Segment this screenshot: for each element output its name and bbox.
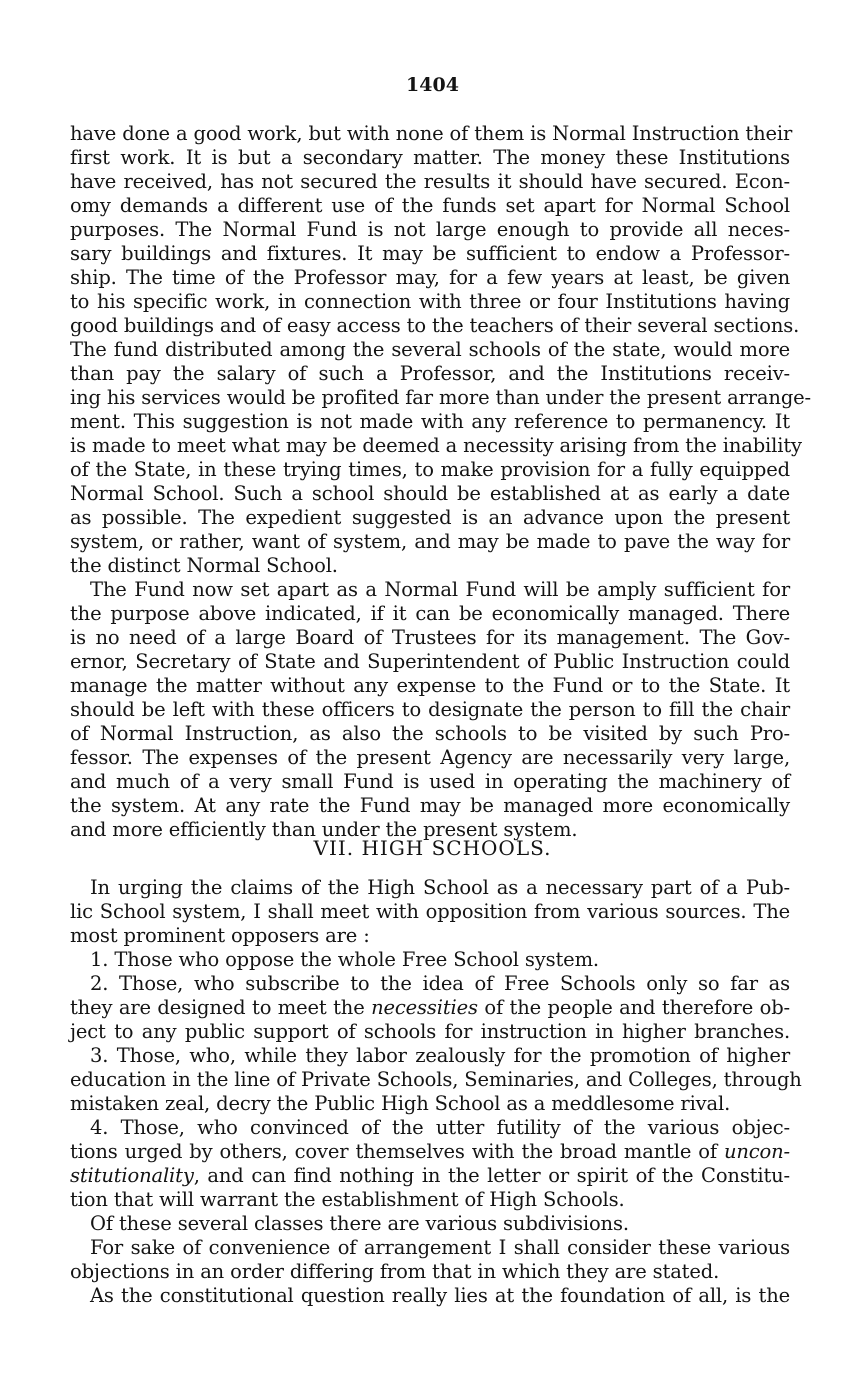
text-line: good buildings and of easy access to the teachers of their several sections.: [70, 314, 800, 337]
text-line: education in the line of Private Schools, Seminaries, and Colleges, through: [70, 1068, 802, 1091]
section-heading: VII. HIGH SCHOOLS.: [313, 836, 552, 860]
text-run: , and can find nothing in the letter or spirit of the Constitu-: [193, 1164, 790, 1187]
text-line: [70, 996, 790, 1020]
italic-text: uncon-: [723, 1140, 790, 1163]
text-line: manage the matter without any expense to the Fund or to the State. It: [70, 674, 790, 697]
text-line: For sake of convenience of arrangement I shall consider these various: [90, 1236, 790, 1259]
text-line: is no need of a large Board of Trustees for its management. The Gov-: [70, 626, 790, 649]
text-line: [70, 1164, 790, 1188]
text-line: ment. This suggestion is not made with any reference to permanency. It: [70, 410, 790, 433]
page-number: 1404: [406, 74, 459, 96]
text-line: In urging the claims of the High School as a necessary part of a Pub-: [90, 876, 790, 899]
text-line: objections in an order differing from that in which they are stated.: [70, 1260, 720, 1283]
text-line: As the constitutional question really lies at the foundation of all, is the: [90, 1284, 790, 1307]
text-line: Normal School. Such a school should be established at as early a date: [70, 482, 790, 505]
text-line: the system. At any rate the Fund may be managed more economically: [70, 794, 790, 817]
text-line: and more efficiently than under the present system.: [70, 818, 578, 841]
italic-text: necessities: [371, 996, 478, 1019]
text-run: tions urged by others, cover themselves with the broad mantle of: [70, 1140, 724, 1163]
text-line: The Fund now set apart as a Normal Fund will be amply sufficient for: [90, 578, 790, 601]
text-line: is made to meet what may be deemed a necessity arising from the inability: [70, 434, 802, 457]
text-line: of Normal Instruction, as also the schools to be visited by such Pro-: [70, 722, 790, 745]
text-line: the purpose above indicated, if it can be economically managed. There: [70, 602, 790, 625]
text-line: purposes. The Normal Fund is not large enough to provide all neces-: [70, 218, 790, 241]
text-line: ing his services would be profited far more than under the present arrange-: [70, 386, 811, 409]
text-line: and much of a very small Fund is used in operating the machinery of: [70, 770, 790, 793]
text-run: of the people and therefore ob-: [477, 996, 790, 1019]
list-item-4: 4. Those, who convinced of the utter futility of the various objec-: [90, 1116, 790, 1139]
list-item-1: 1. Those who oppose the whole Free School system.: [90, 948, 599, 971]
text-line: tion that will warrant the establishment of High Schools.: [70, 1188, 625, 1211]
text-line: have done a good work, but with none of them is Normal Instruction their: [70, 122, 793, 145]
text-line: omy demands a different use of the funds set apart for Normal School: [70, 194, 790, 217]
text-line: should be left with these officers to designate the person to fill the chair: [70, 698, 790, 721]
text-line: lic School system, I shall meet with opposition from various sources. The: [70, 900, 790, 923]
text-line: have received, has not secured the results it should have secured. Econ-: [70, 170, 790, 193]
text-line: The fund distributed among the several schools of the state, would more: [70, 338, 790, 361]
text-line: most prominent opposers are :: [70, 924, 370, 947]
text-line: fessor. The expenses of the present Agency are necessarily very large,: [70, 746, 790, 769]
text-line: [70, 1140, 790, 1164]
text-run: they are designed to meet the: [70, 996, 372, 1019]
text-line: to his specific work, in connection with three or four Institutions having: [70, 290, 790, 313]
text-line: ship. The time of the Professor may, for a few years at least, be given: [70, 266, 790, 289]
text-line: mistaken zeal, decry the Public High School as a meddlesome rival.: [70, 1092, 731, 1115]
text-line: Of these several classes there are various subdivisions.: [90, 1212, 629, 1235]
text-line: the distinct Normal School.: [70, 554, 338, 577]
text-line: ernor, Secretary of State and Superintendent of Public Instruction could: [70, 650, 790, 673]
italic-text: stitutionality: [70, 1164, 194, 1187]
list-item-3: 3. Those, who, while they labor zealously for the promotion of higher: [90, 1044, 790, 1067]
text-line: first work. It is but a secondary matter. The money these Institutions: [70, 146, 790, 169]
text-line: as possible. The expedient suggested is an advance upon the present: [70, 506, 790, 529]
text-line: sary buildings and fixtures. It may be sufficient to endow a Professor-: [70, 242, 790, 265]
text-line: system, or rather, want of system, and may be made to pave the way for: [70, 530, 790, 553]
text-line: than pay the salary of such a Professor, and the Institutions receiv-: [70, 362, 790, 385]
text-line: of the State, in these trying times, to make provision for a fully equipped: [70, 458, 790, 481]
text-line: ject to any public support of schools for instruction in higher branches.: [70, 1020, 790, 1043]
list-item-2: 2. Those, who subscribe to the idea of Free Schools only so far as: [90, 972, 790, 995]
